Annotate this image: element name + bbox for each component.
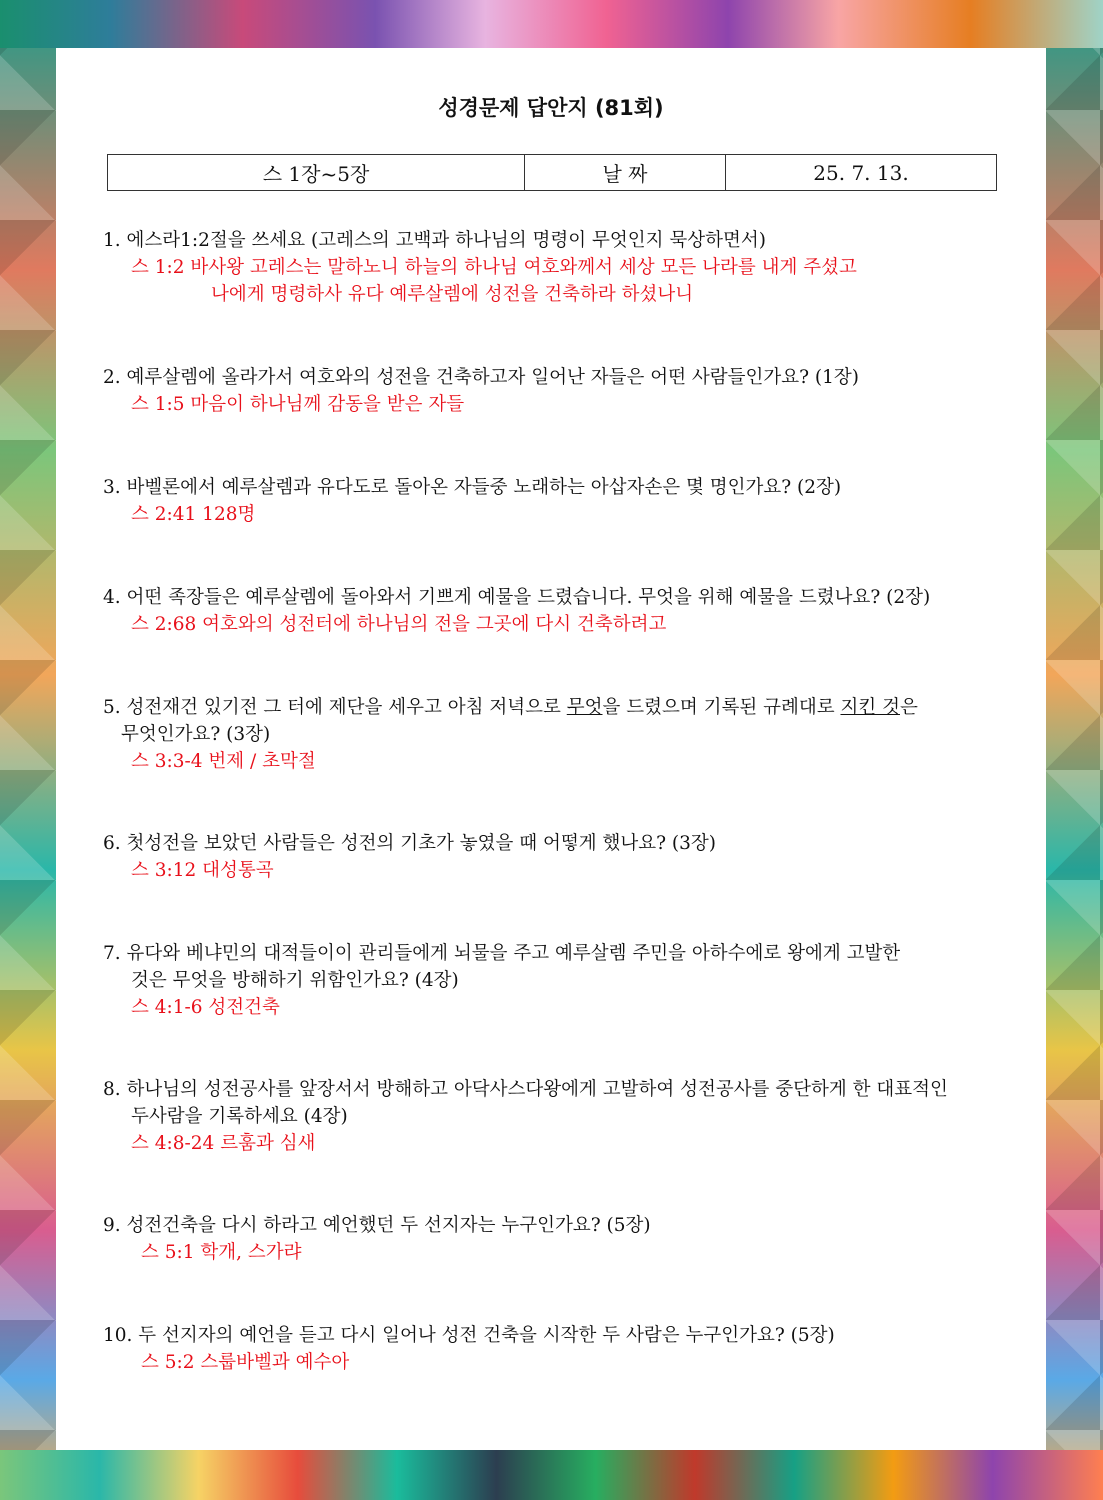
question-text: 3. 바벨론에서 예루살렘과 유다도로 돌아온 자들중 노래하는 아삽자손은 몇 명인가요? (2장): [103, 477, 842, 498]
answer-text: 스 2:41 128명: [131, 504, 256, 525]
question-text: 7. 유다와 베냐민의 대적들이이 관리들에게 뇌물을 주고 예루살렘 주민을 아하수에로 왕에게 고발한: [103, 943, 901, 964]
answer-text: 스 4:8-24 르훔과 심새: [131, 1133, 316, 1154]
question-text: 6. 첫성전을 보았던 사람들은 성전의 기초가 놓였을 때 어떻게 했나요? (3장): [103, 833, 716, 854]
answer-text-continued: 나에게 명령하사 유다 예루살렘에 성전을 건축하라 하셨나니: [211, 284, 694, 305]
question-text-continued: 무엇인가요? (3장): [121, 724, 271, 745]
question-4: [103, 584, 1003, 638]
question-3: [103, 474, 1003, 528]
answer-text: 스 3:3-4 번제 / 초막절: [131, 751, 316, 772]
question-text: 1. 에스라1:2절을 쓰세요 (고레스의 고백과 하나님의 명령이 무엇인지 묵상하면서): [103, 230, 766, 251]
answer-text: 스 1:2 바사왕 고레스는 말하노니 하늘의 하나님 여호와께서 세상 모든 나라를 내게 주셨고: [131, 257, 857, 278]
question-text: 10. 두 선지자의 예언을 듣고 다시 일어나 성전 건축을 시작한 두 사람은 누구인가요? (5장): [103, 1325, 835, 1346]
question-9: [103, 1212, 1003, 1266]
question-text: 8. 하나님의 성전공사를 앞장서서 방해하고 아닥사스다왕에게 고발하여 성전공사를 중단하게 한 대표적인: [103, 1079, 948, 1100]
range-cell: 스 1장~5장: [108, 155, 525, 191]
question-5: [103, 694, 1003, 775]
question-text: 5. 성전재건 있기전 그 터에 제단을 세우고 아침 저녁으로 무엇을 드렸으며 기록된 규례대로 지킨 것은: [103, 697, 918, 718]
answer-text: 스 3:12 대성통곡: [131, 860, 274, 881]
question-1: [103, 227, 1003, 308]
answer-text: 스 4:1-6 성전건축: [131, 997, 280, 1018]
bottom-decor-band: [0, 1450, 1103, 1500]
question-2: [103, 364, 1003, 418]
question-text: 2. 예루살렘에 올라가서 여호와의 성전을 건축하고자 일어난 자들은 어떤 사람들인가요? (1장): [103, 367, 859, 388]
question-7: [103, 940, 1003, 1021]
question-text: 9. 성전건축을 다시 하라고 예언했던 두 선지자는 누구인가요? (5장): [103, 1215, 651, 1236]
question-text: 4. 어떤 족장들은 예루살렘에 돌아와서 기쁘게 예물을 드렸습니다. 무엇을 위해 예물을 드렸나요? (2장): [103, 587, 931, 608]
page-title: 성경문제 답안지 (81회): [438, 96, 664, 120]
date-value-cell: 25. 7. 13.: [726, 155, 997, 191]
question-6: [103, 830, 1003, 884]
question-text-continued: 것은 무엇을 방해하기 위함인가요? (4장): [131, 970, 459, 991]
answer-sheet: [56, 48, 1046, 1450]
question-text-continued: 두사람을 기록하세요 (4장): [131, 1106, 348, 1127]
top-decor-band: [0, 0, 1103, 48]
answer-text: 스 5:1 학개, 스가랴: [141, 1242, 302, 1263]
answer-text: 스 2:68 여호와의 성전터에 하나님의 전을 그곳에 다시 건축하려고: [131, 614, 667, 635]
question-10: [103, 1322, 1003, 1376]
question-8: [103, 1076, 1003, 1157]
answer-text: 스 5:2 스룹바벨과 예수아: [141, 1352, 350, 1373]
info-table: [107, 154, 997, 191]
answer-text: 스 1:5 마음이 하나님께 감동을 받은 자들: [131, 394, 465, 415]
date-label-cell: 날 짜: [525, 155, 726, 191]
